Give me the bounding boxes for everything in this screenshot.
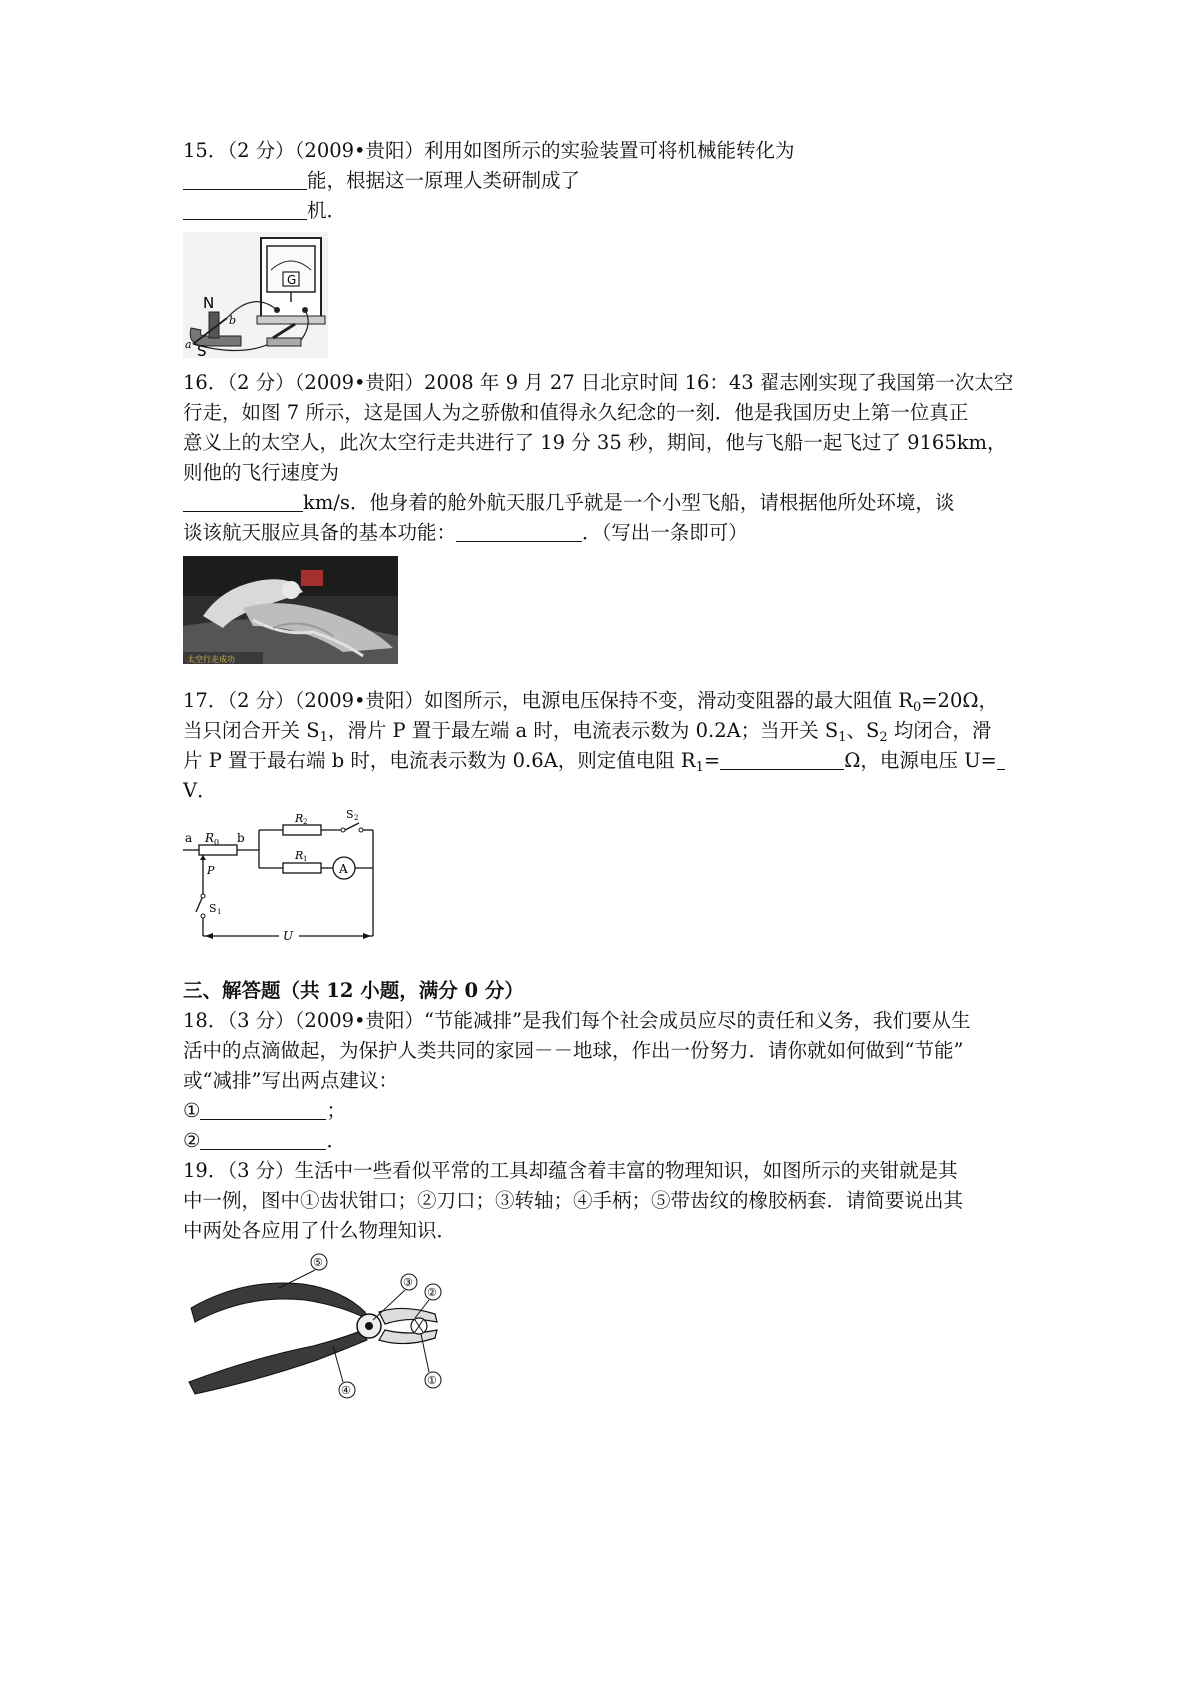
q15-blank-1[interactable] (183, 169, 307, 190)
q17-line-1 (183, 686, 1033, 716)
q15-line-3-text: 机． (307, 199, 347, 222)
q16-line-6-start: 谈该航天服应具备的基本功能： (183, 521, 457, 544)
section-3-title: 三、解答题（共 12 小题，满分 0 分） (183, 979, 524, 1002)
q17-sub-1: 1 (319, 730, 328, 745)
q16-blank-function[interactable] (456, 521, 582, 542)
circuit-s2-label: S (346, 808, 354, 821)
circuit-r1-label: R (295, 849, 304, 862)
circuit-r0-label: R (205, 831, 215, 845)
q18-line-2: 活中的点滴做起，为保护人类共同的家园－－地球，作出一份努力．请你就如何做到“节能” (183, 1039, 964, 1062)
magnet-s-label: S (197, 342, 207, 358)
q16-line-1: 16．（2 分）（2009•贵阳）2008 年 9 月 27 日北京时间 16：43 翟志刚实现了我国第一次太空 (183, 371, 1014, 394)
q15-figure-galvanometer-apparatus (183, 232, 328, 358)
q19-pliers-figure (183, 1250, 463, 1400)
circuit-r1-sub: 1 (303, 855, 308, 863)
q19-line-1: 19．（3 分）生活中一些看似平常的工具却蕴含着丰富的物理知识，如图所示的夹钳就是其 (183, 1159, 958, 1182)
q17-line-2 (183, 716, 1033, 746)
circuit-r2-sub: 2 (303, 818, 308, 826)
circuit-s1-sub: 1 (217, 908, 222, 916)
circuit-r2-label: R (295, 812, 304, 825)
q17-sub-0: 0 (912, 700, 922, 715)
q16-spacewalk-photo (183, 556, 398, 664)
q15-line-3 (183, 196, 1033, 226)
q18-item-1-marker: ① (183, 1099, 201, 1122)
q17-line-4: V． (183, 779, 217, 802)
q17-line-2-c: 、S (846, 719, 880, 742)
q16-line-6-end: ．（写出一条即可） (582, 521, 748, 544)
q17-circuit-diagram (183, 808, 378, 944)
q18-line-1: 18．（3 分）（2009•贵阳）“节能减排”是我们每个社会成员应尽的责任和义务，我们要从生 (183, 1009, 971, 1032)
q18-line-4 (183, 1096, 1033, 1126)
q17-sub-r1: 1 (695, 760, 704, 775)
rod-b-label: b (229, 314, 237, 327)
q17-line-3-b: = (703, 749, 721, 772)
q15-line-2 (183, 166, 1033, 196)
circuit-r0-sub: 0 (214, 838, 220, 847)
q17-blank-r1[interactable] (720, 749, 844, 770)
q15-blank-2[interactable] (183, 199, 307, 220)
galvanometer-g-label: G (287, 273, 297, 287)
q16-line-5-text: km/s．他身着的舱外航天服几乎就是一个小型飞船，请根据他所处环境，谈 (303, 491, 955, 514)
q17-line-3-c: Ω，电源电压 U= (844, 749, 997, 772)
q17-line-2-a: 当只闭合开关 S (183, 719, 320, 742)
q18-line-5 (183, 1126, 1033, 1156)
q17-line-1-a: 17．（2 分）（2009•贵阳）如图所示，电源电压保持不变，滑动变阻器的最大阻值 R (183, 689, 913, 712)
circuit-s1-label: S (209, 902, 217, 915)
q18-blank-1[interactable] (200, 1099, 326, 1120)
q17-sub-2: 2 (879, 730, 888, 745)
circuit-b-label: b (237, 831, 245, 845)
photo-caption: 太空行走成功 (187, 655, 235, 664)
circuit-a-label: a (185, 831, 193, 845)
q16-line-5 (183, 488, 1033, 518)
q18-item-2-marker: ② (183, 1129, 201, 1152)
q17-line-2-b: ，滑片 P 置于最左端 a 时，电流表示数为 0.2A；当开关 S (327, 719, 839, 742)
magnet-n-label: N (203, 294, 215, 312)
q16-line-6 (183, 518, 1033, 548)
ammeter-label: A (339, 862, 348, 876)
q19-line-3: 中两处各应用了什么物理知识． (183, 1219, 457, 1242)
q17-line-2-d: 均闭合，滑 (887, 719, 992, 742)
q18-line-3: 或“减排”写出两点建议： (183, 1069, 398, 1092)
q16-blank-speed[interactable] (183, 491, 303, 512)
pliers-callout-2: ② (427, 1286, 437, 1299)
q19-line-2: 中一例，图中①齿状钳口；②刀口；③转轴；④手柄；⑤带齿纹的橡胶柄套．请简要说出其 (183, 1189, 964, 1212)
q17-blank-u[interactable] (997, 749, 1005, 770)
q16-line-4: 则他的飞行速度为 (183, 461, 340, 484)
q17-sub-1b: 1 (838, 730, 847, 745)
circuit-s2-sub: 2 (354, 814, 359, 822)
q17-line-1-b: =20Ω， (921, 689, 999, 712)
q18-blank-2[interactable] (200, 1129, 326, 1150)
pliers-callout-1: ① (427, 1374, 437, 1387)
q17-line-3-a: 片 P 置于最右端 b 时，电流表示数为 0.6A，则定值电阻 R (183, 749, 696, 772)
q17-line-3 (183, 746, 1033, 776)
rod-a-label: a (185, 338, 192, 351)
q15-line-2-text: 能，根据这一原理人类研制成了 (307, 169, 581, 192)
pliers-callout-5: ⑤ (313, 1256, 323, 1269)
pliers-callout-3: ③ (403, 1276, 413, 1289)
q16-line-3: 意义上的太空人，此次太空行走共进行了 19 分 35 秒，期间，他与飞船一起飞过了 9165km， (183, 431, 1007, 454)
q15-line-1: 15．（2 分）（2009•贵阳）利用如图所示的实验装置可将机械能转化为 (183, 139, 795, 162)
q18-item-1-end: ； (326, 1099, 346, 1122)
q16-line-2: 行走，如图 7 所示，这是国人为之骄傲和值得永久纪念的一刻．他是我国历史上第一位真正 (183, 401, 969, 424)
q18-item-2-end: ． (326, 1129, 346, 1152)
slider-p-label: P (207, 864, 215, 877)
pliers-callout-4: ④ (341, 1384, 351, 1397)
circuit-u-label: U (283, 929, 294, 943)
